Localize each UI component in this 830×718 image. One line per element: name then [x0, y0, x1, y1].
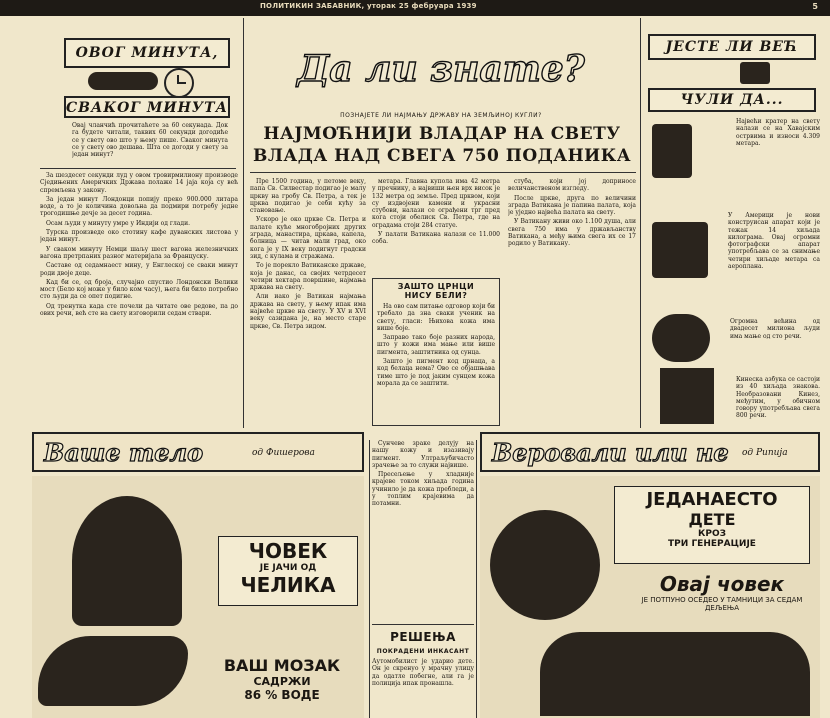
banner-left-title: Ваше тело [44, 438, 204, 467]
eleventh-callout-2: ДЕТЕ [688, 510, 736, 529]
eleventh-child-callout [614, 486, 810, 564]
column-rule-left [243, 18, 244, 428]
resenja-text: Аутомобилист је ударио дете. Он је скренуо у мрачну улицу да одатле побегне, али га је полиција ипак пронашла. [372, 658, 474, 687]
right-item-2: У Америци је нови конструисан апарат који је тежак 14 хиљада килограма. Овај огромни фотографски апарат употребљава се за снимање четири хиљаде метара са аероплана. [728, 212, 820, 271]
radio-illustration [740, 62, 770, 84]
left-item: Осам људи у минуту умре у Индији од глади. [46, 219, 190, 227]
left-title-bottom: СВАКОГ МИНУТА [66, 100, 228, 116]
camera-illustration [652, 222, 708, 278]
center-bottom-paragraph: Пресељење у хладније крајеве током хиљада година учинило је да кожа пребледи, а у топлим крајевима да потамни. [372, 471, 474, 508]
eleventh-callout-4: ТРИ ГЕНЕРАЦИЈЕ [668, 539, 756, 549]
portrait-illustration [490, 510, 600, 620]
brain-callout-3: 86 % ВОДЕ [244, 688, 320, 702]
mouth-illustration [652, 314, 710, 362]
column-rule-right [640, 18, 641, 428]
right-item-1: Највећи кратер на свету налази се на Хавајским острвима и износи 4.309 метара. [736, 118, 820, 147]
left-title-bottom-box [64, 96, 230, 118]
center-col-1 [250, 178, 366, 424]
article-paragraph: После цркве, друга по величини зграда Ватикана је папина палата, која је уједно највећа палата на свету. [508, 194, 636, 217]
article-paragraph: Пре 1500 година, у петоме веку, папа Св. Силвестар подигао је малу цркву на гробу Св. Петра, а тек је црква подигао је себи кућу за становање. [250, 178, 366, 215]
headline-2: ВЛАДА НАД СВЕГА 750 ПОДАНИКА [252, 146, 632, 166]
left-item: У сваком минуту Немци шаљу шест вагона железничких вагона претрпаних разног материјала за Француску. [40, 245, 238, 260]
sidebar-title-1: ЗАШТО ЦРНЦИ [397, 282, 475, 291]
left-item: Кад би се, од броја, случајно спустио Лондонски Велики мост (Бело кој може у било ком часу), њега би било потребно сто људи да се опет подигне. [40, 278, 238, 301]
resenja-subtitle: ПОКРАДЕНИ ИНКАСАНТ [376, 648, 470, 655]
headline-divider [250, 172, 636, 173]
center-bottom-text [372, 440, 474, 616]
chinese-figure-illustration [660, 368, 714, 424]
right-title-top-box [648, 34, 816, 60]
center-bottom-paragraph: Сунчеве зраке делују на нашу кожу и изазивају пигмент. Ултраљубичасто зрачење за то служи највише. [372, 440, 474, 469]
gray-man-2: ЈЕ ПОТПУНО ОСЕДЕО У ТАМНИЦИ ЗА СЕДАМ ДЕЉЕЊА [641, 596, 803, 612]
resenja-divider [372, 624, 474, 625]
column-rule-center-2 [476, 440, 477, 718]
gray-man-callout [630, 572, 814, 632]
sidebar-text [373, 300, 499, 416]
eleventh-callout-1: ЈЕДАНАЕСТО [646, 489, 778, 510]
right-feature-area [480, 476, 820, 718]
banner-left-by: од Фишерова [252, 448, 315, 458]
left-title-top-box [64, 38, 230, 68]
strongman-illustration [72, 496, 182, 626]
center-col-3 [508, 178, 636, 424]
right-item-3: Огромна већина од двадесет милиона људи има мање од сто речи. [730, 318, 820, 340]
left-item: Турска произведе око стотину кафе дуванских листова у један минут. [40, 229, 238, 244]
right-item-4: Кинеска азбука се састоји из 40 хиљада знакова. Необразовани Кинез, међутим, у обичном говору употребљава свега 800 речи. [736, 376, 820, 420]
kicker: ПОЗНАЈЕТЕ ЛИ НАЈМАЊУ ДРЖАВУ НА ЗЕМЉИНОЈ КУГЛИ? [340, 112, 542, 119]
lighthouse-illustration [652, 124, 692, 178]
page-number: 5 [812, 2, 818, 11]
left-item: Саставе од седамнаест мину, у Енглеској се сваки минут роди двоје деце. [40, 262, 238, 277]
steel-callout-1: ЧОВЕК [248, 539, 328, 563]
brain-callout-1: ВАШ МОЗАК [223, 656, 341, 675]
sidebar-paragraph: Зашто је пигмент код црнаца, а код белаца нема? Ово се објашњава тиме што је под јаким сунцем кожа морала да се заштити. [377, 358, 495, 387]
left-item: За један минут Лондонци попију преко 900.000 литара воде, а то је количина довољна да подмири потребу једне трогодишње дечје за десет година. [40, 195, 238, 218]
right-title-bottom-box [648, 88, 816, 112]
steel-callout-3: ЧЕЛИКА [240, 573, 336, 597]
column-rule-center [369, 440, 370, 718]
left-divider [40, 168, 236, 169]
article-paragraph: Ускоро је око цркве Св. Петра и палате куће многобројних других зграда, манастира, цркава, капела, болница — читав мали град, око кога је у IX веку подигнут градски зид, с кулама и стражама. [250, 216, 366, 260]
article-paragraph: Али иако је Ватикан најмања држава на свету, у њему ипак има највеће цркве на свету. У XV и XVI веку сазидана је, на место старе цркве, Св. Петра зидом. [250, 293, 366, 330]
headline-1: НАЈМОЋНИЈИ ВЛАДАР НА СВЕТУ [263, 124, 621, 144]
article-paragraph: У Ватикану живи око 1.100 душа, али свега 750 има у држављанству Ватикана, а међу њима свега их се 17 родило у Ватикану. [508, 218, 636, 248]
right-title-bottom: ЧУЛИ ДА... [680, 92, 784, 108]
center-col-2 [372, 178, 500, 274]
resenja-title: РЕШЕЊА [390, 630, 456, 644]
sidebar-paragraph: На ово сам питање одговор који би требало да зна сваки ученик на свету, гласи: Њихова кожа има више боје. [377, 303, 495, 332]
diver-illustration [38, 636, 188, 706]
brain-callout [202, 656, 362, 714]
banner-right-title: Веровали или не [492, 438, 729, 467]
banner-right-by: од Рипија [742, 448, 788, 458]
banner-left [32, 432, 364, 472]
running-head: ПОЛИТИКИН ЗАБАВНИК, уторак 25 фебруара 1939 [260, 2, 477, 10]
steel-callout [218, 536, 358, 606]
caterpillar-illustration [88, 72, 158, 90]
sidebar-box [372, 278, 500, 426]
left-feature-area [32, 476, 364, 718]
gray-man-1: Овај човек [659, 572, 785, 596]
sidebar-title-2: НИСУ БЕЛИ? [404, 291, 468, 300]
article-paragraph: То је порекло Ватиканске државе, која је данас, са својих четрдесет четири хектара површине, најмања држава на свету. [250, 262, 366, 292]
article-paragraph: стуба, који јој доприносе величанственом изгледу. [508, 178, 636, 193]
article-paragraph: метара. Главна купола има 42 метра у пречнику, а највиши њен врх висок је 132 метра од земље. Пред црквом, који су издвојени камени и украсни стубови, налази се ограђени трг пред кога стоји обелиск Св. Петра, где на оградама стоји 284 статуе. [372, 178, 500, 229]
article-paragraph: У палати Ватикана налази се 11.000 соба. [372, 231, 500, 246]
clock-icon [164, 68, 194, 98]
left-intro: Овај чланчић прочитаћете за 60 секунада. Док га будете читали, таквих 60 секунди догодиће се у свету ово што у њему пише. Сваког минута се у свету ово дешава. Шта се догоди у свету за један минут? [72, 122, 228, 159]
left-item: Од тренутка када сте почели да читате ове редове, па до ових речи, већ сте на свету изговорили седам ствари. [40, 302, 238, 318]
left-items [40, 172, 238, 426]
banner-right [480, 432, 820, 472]
prison-scene-illustration [540, 632, 810, 716]
right-title-top: ЈЕСТЕ ЛИ ВЕЋ [665, 39, 799, 55]
sidebar-paragraph: Заправо тако боје разних народа, што у кожи има мање или више пигмента, заштитника од сунца. [377, 334, 495, 356]
script-title: Да ли знате? [297, 48, 585, 90]
brain-callout-2: САДРЖИ [253, 675, 311, 688]
eleventh-callout-3: КРОЗ [698, 529, 726, 539]
left-title-top: ОВОГ МИНУТА, [75, 45, 219, 61]
left-item: За шездесет секунди луд у овом тровирмилиону производе Сједињених Америчких Држава полаже 14 јаја која су већ спремљена у закону. [40, 172, 238, 194]
steel-callout-2: ЈЕ ЈАЧИ ОД [259, 563, 317, 573]
